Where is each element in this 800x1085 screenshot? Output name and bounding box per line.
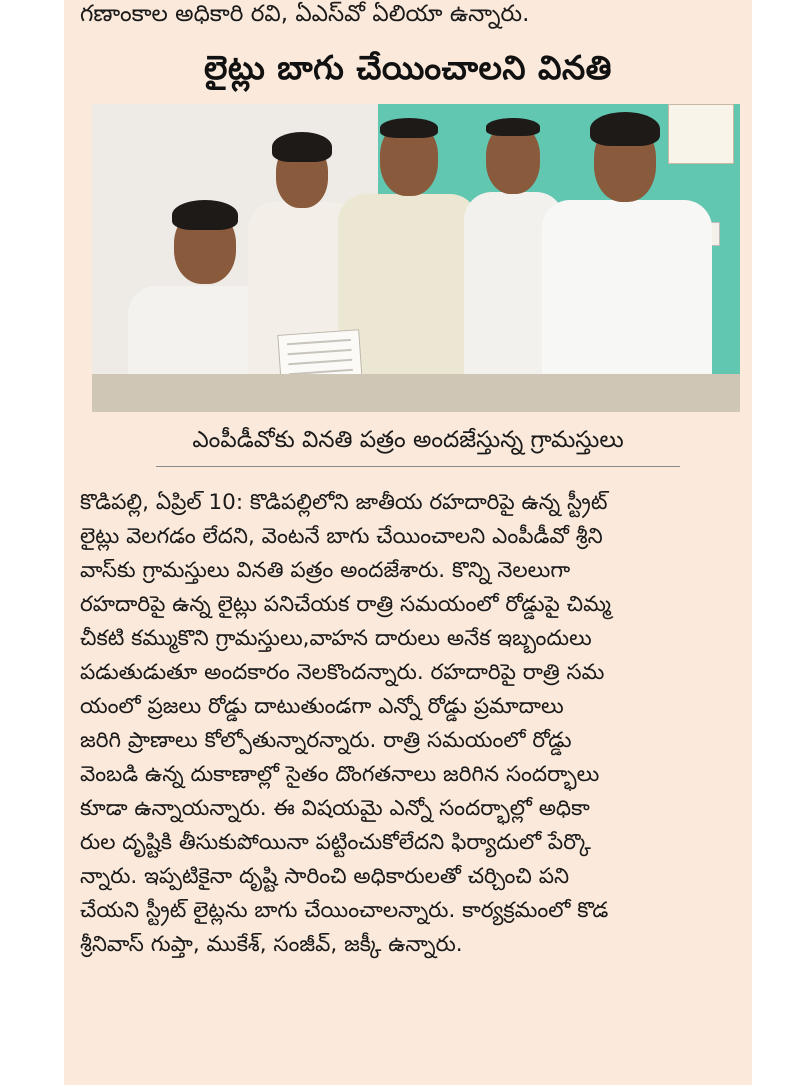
body-line: పడుతుడుతూ అందకారం నెలకొందన్నారు. రహదారిపై రాత్రి సమ <box>80 660 605 685</box>
article-body <box>80 486 742 962</box>
body-line: కొడిపల్లి, ఏప్రిల్ 10: కొడిపల్లిలోని జాతీయ రహదారిపై ఉన్న స్ట్రీట్ <box>80 490 608 515</box>
body-line: చేయని స్ట్రీట్ లైట్లను బాగు చేయించాలన్నారు. కార్యక్రమంలో కొడ <box>80 898 609 923</box>
body-line: న్నారు. ఇప్పటికైనా దృష్టి సారించి అధికారులతో చర్చించి పని <box>80 864 570 889</box>
article-headline: లైట్లు బాగు చేయించాలని వినతి <box>204 48 612 87</box>
body-line: రహదారిపై ఉన్న లైట్లు పనిచేయక రాత్రి సమయంలో రోడ్డుపై చిమ్మ <box>80 592 611 617</box>
desk <box>92 374 740 412</box>
caption-divider <box>156 466 680 467</box>
body-line: కూడా ఉన్నాయన్నారు. ఈ విషయమై ఎన్నో సందర్భాల్లో అధికా <box>80 796 590 821</box>
body-line: లైట్లు వెలగడం లేదని, వెంటనే బాగు చేయించాలని ఎంపీడీవో శ్రీని <box>80 524 603 549</box>
body-line: శ్రీనివాస్ గుప్తా, ముకేశ్, సంజీవ్, జక్కీ ఉన్నారు. <box>80 932 463 957</box>
news-photo <box>92 104 740 412</box>
body-line: యంలో ప్రజలు రోడ్డు దాటుతుండగా ఎన్నో రోడ్డు ప్రమాదాలు <box>80 694 564 719</box>
body-line: వెంబడి ఉన్న దుకాణాల్లో సైతం దొంగతనాలు జరిగిన సందర్భాలు <box>80 762 600 787</box>
body-line: రుల దృష్టికి తీసుకుపోయినా పట్టించుకోలేదని ఫిర్యాదులో పేర్కొ <box>80 830 591 855</box>
wall-calendar <box>668 104 734 164</box>
body-line: చీకటి కమ్ముకొని గ్రామస్తులు,వాహన దారులు అనేక ఇబ్బందులు <box>80 626 592 651</box>
body-line: వాస్‌కు గ్రామస్తులు వినతి పత్రం అందజేశారు. కొన్ని నెలలుగా <box>80 558 571 583</box>
newspaper-clipping <box>64 0 752 1085</box>
photo-caption: ఎంపీడీవోకు వినతి పత్రం అందజేస్తున్న గ్రామస్తులు <box>192 427 624 453</box>
body-line: జరిగి ప్రాణాలు కోల్పోతున్నారన్నారు. రాత్రి సమయంలో రోడ్డు <box>80 728 572 753</box>
previous-article-tail: గణాంకాల అధికారి రవి, ఏఎస్‌వో ఏలియా ఉన్నారు. <box>80 1 530 27</box>
